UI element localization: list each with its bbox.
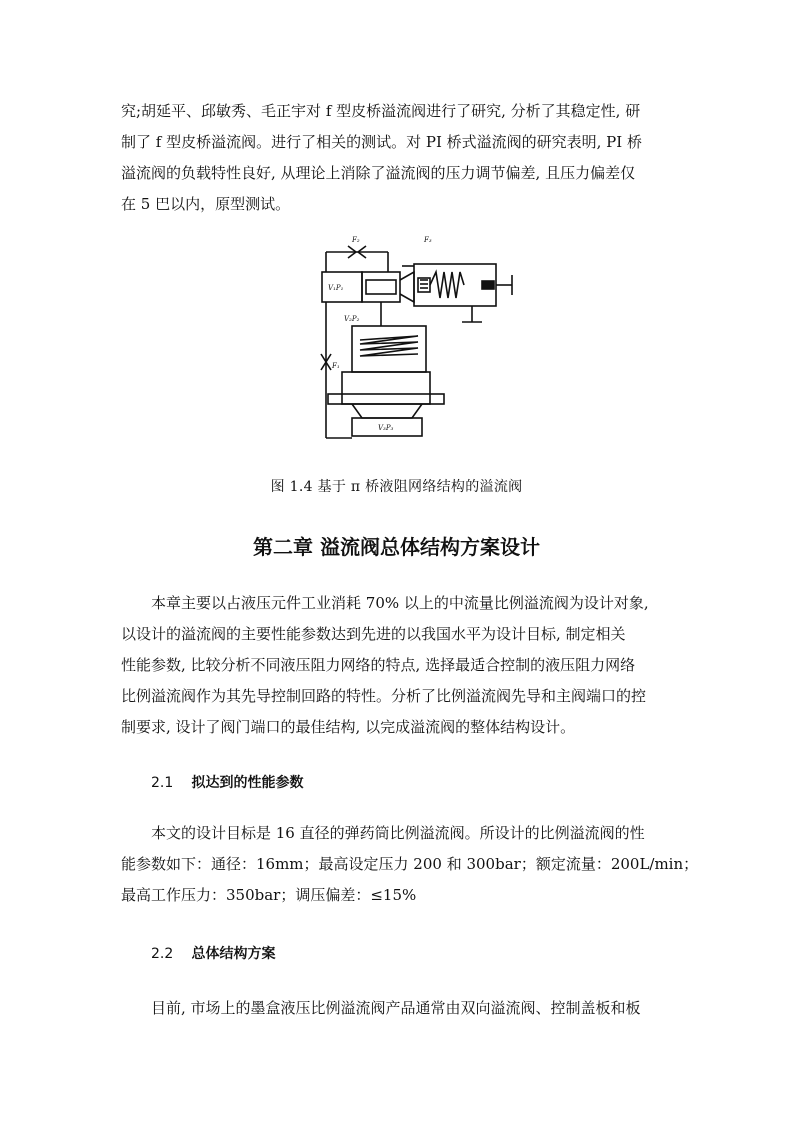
label-v3p3: V₃P₃ xyxy=(378,424,394,432)
paragraph-line: 本文的设计目标是 16 直径的弹药筒比例溢流阀。所设计的比例溢流阀的性 xyxy=(151,824,645,842)
paragraph-line: 性能参数, 比较分析不同液压阻力网络的特点, 选择最适合控制的液压阻力网络 xyxy=(121,656,636,674)
paragraph-line: 溢流阀的负载特性良好, 从理论上消除了溢流阀的压力调节偏差, 且压力偏差仅 xyxy=(121,164,636,182)
label-v1p1: V₁P₁ xyxy=(328,284,344,292)
label-f2: F₂ xyxy=(352,236,360,244)
relief-valve-diagram xyxy=(312,228,522,446)
paragraph-line: 能参数如下：通径：16mm；最高设定压力 200 和 300bar；额定流量：200L/min； xyxy=(121,855,699,873)
label-f3: F₃ xyxy=(424,236,432,244)
paragraph-line: 目前, 市场上的墨盒液压比例溢流阀产品通常由双向溢流阀、控制盖板和板 xyxy=(151,999,641,1017)
paragraph-line: 究;胡延平、邱敏秀、毛正宇对 f 型皮桥溢流阀进行了研究, 分析了其稳定性, 研 xyxy=(121,102,641,120)
paragraph-line: 制要求, 设计了阀门端口的最佳结构, 以完成溢流阀的整体结构设计。 xyxy=(121,718,576,736)
paragraph-line: 本章主要以占液压元件工业消耗 70% 以上的中流量比例溢流阀为设计对象, xyxy=(151,594,649,612)
label-f1: F₁ xyxy=(332,362,340,370)
label-v2p2: V₂P₂ xyxy=(344,315,360,323)
section-heading-2-1 xyxy=(151,772,303,792)
paragraph-line: 制了 f 型皮桥溢流阀。进行了相关的测试。对 PI 桥式溢流阀的研究表明, PI 桥 xyxy=(121,133,642,151)
section-heading-2-2 xyxy=(151,943,275,963)
performance-paragraph xyxy=(121,818,699,911)
paragraph-line: 以设计的溢流阀的主要性能参数达到先进的以我国水平为设计目标, 制定相关 xyxy=(121,625,626,643)
chapter-title: 第二章 溢流阀总体结构方案设计 xyxy=(253,535,540,559)
chapter-intro-paragraph xyxy=(121,588,677,743)
section-number: 2.2 xyxy=(151,946,174,962)
section-title: 总体结构方案 xyxy=(191,946,276,962)
intro-paragraph xyxy=(121,96,677,220)
paragraph-line: 比例溢流阀作为其先导控制回路的特性。分析了比例溢流阀先导和主阀端口的控 xyxy=(121,687,647,705)
paragraph-line: 在 5 巴以内，原型测试。 xyxy=(121,195,291,213)
paragraph-line: 最高工作压力：350bar；调压偏差：≤15% xyxy=(121,886,417,904)
structure-paragraph xyxy=(121,993,677,1024)
figure-caption: 图 1.4 基于 π 桥液阻网络结构的溢流阀 xyxy=(270,479,523,495)
section-number: 2.1 xyxy=(151,775,174,791)
section-title: 拟达到的性能参数 xyxy=(191,775,304,791)
